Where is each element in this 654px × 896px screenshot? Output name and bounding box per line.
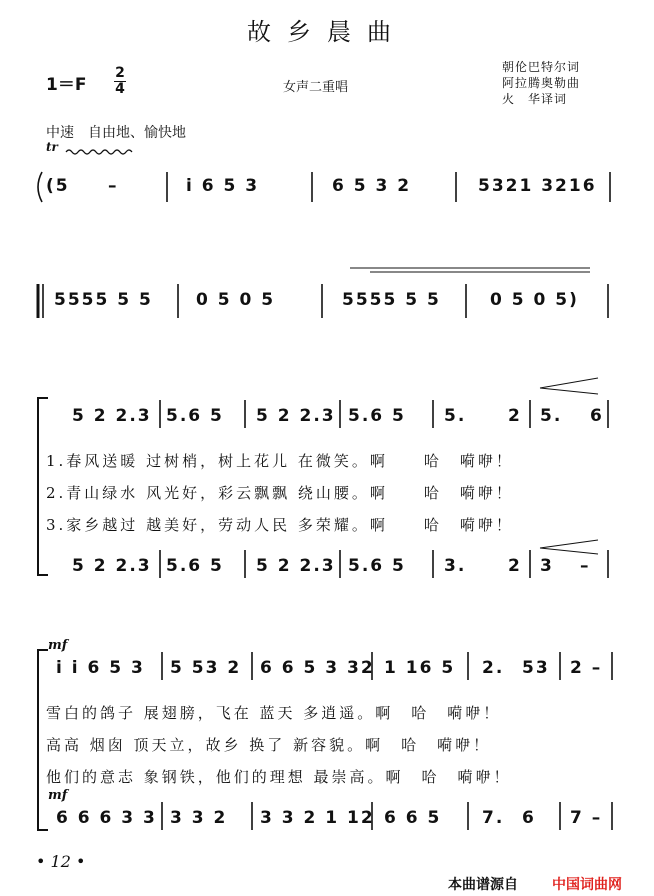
row2-measure-1: 5555 5 5	[54, 290, 153, 310]
dynamic-upper: mf	[48, 638, 68, 653]
watermark-site: 中国词曲网	[552, 877, 622, 893]
time-denominator: 4	[115, 81, 125, 97]
row3-upper-m5a: 5.	[444, 406, 467, 426]
row4-lower-m2: 3 3 2	[170, 808, 228, 828]
verse-b-line-2: 高高 烟囱 顶天立，故乡 换了 新容貌。啊 哈 嗬咿！	[46, 736, 492, 754]
row4-lower-m1: 6 6 6 3 3	[56, 808, 157, 828]
row3-lower-m3: 5 2 2.3	[256, 556, 336, 576]
row4-upper-m4: 1 16 5	[384, 658, 456, 678]
row3-upper-m4: 5.6 5	[348, 406, 406, 426]
time-numerator: 2	[115, 65, 125, 81]
verse-a-line-2: 2.青山绿水 风光好，彩云飘飘 绕山腰。啊 哈 嗬咿！	[46, 484, 514, 502]
row4-lower-m5b: 6	[522, 808, 536, 828]
row1-measure-1: (5	[46, 176, 70, 196]
credit-lyricist: 朝伦巴特尔词	[502, 60, 581, 74]
credit-translator: 火 华译词	[502, 92, 568, 106]
trill-mark: tr	[46, 140, 58, 154]
row3-upper-m3: 5 2 2.3	[256, 406, 336, 426]
page-number: • 12 •	[36, 852, 86, 871]
row4-upper-m5b: 53	[522, 658, 550, 678]
row3-lower-m5b: 2	[508, 556, 522, 576]
row4-upper-m6: 2 –	[570, 658, 603, 678]
row3-upper-m1: 5 2 2.3	[72, 406, 152, 426]
row4-lower-m3: 3 3 2 1 12	[260, 808, 375, 828]
dynamic-lower: mf	[48, 788, 68, 803]
row2-measure-3: 5555 5 5	[342, 290, 441, 310]
row4-lower-m6: 7 –	[570, 808, 603, 828]
row3-upper-m5b: 2	[508, 406, 522, 426]
verse-b-line-1: 雪白的鸽子 展翅膀，飞在 蓝天 多逍遥。啊 哈 嗬咿！	[46, 704, 502, 722]
watermark-source: 本曲谱源自	[448, 877, 518, 893]
verse-a-line-3: 3.家乡越过 越美好，劳动人民 多荣耀。啊 哈 嗬咿！	[46, 516, 514, 534]
tempo-marking: 中速 自由地、愉快地	[46, 125, 186, 141]
row3-upper-m6a: 5.	[540, 406, 563, 426]
row2-measure-4: 0 5 0 5)	[490, 290, 579, 310]
row3-lower-m1: 5 2 2.3	[72, 556, 152, 576]
row3-lower-m6a: 3	[540, 556, 554, 576]
credit-composer: 阿拉腾奥勒曲	[502, 76, 581, 90]
row4-upper-m1: i i 6 5 3	[56, 658, 145, 678]
row4-upper-m3: 6 6 5 3 32	[260, 658, 375, 678]
row1-measure-1-dash: –	[108, 176, 119, 196]
song-title: 故乡晨曲	[247, 18, 407, 46]
row1-measure-3: 6 5 3 2	[332, 176, 412, 196]
verse-b-line-3: 他们的意志 象钢铁，他们的理想 最崇高。啊 哈 嗬咿！	[46, 768, 512, 786]
row1-measure-2: i 6 5 3	[186, 176, 260, 196]
row3-lower-m6b: –	[580, 556, 591, 576]
row3-lower-m5a: 3.	[444, 556, 467, 576]
key-signature: 1＝F	[46, 75, 87, 95]
row4-upper-m2: 5 53 2	[170, 658, 242, 678]
verse-a-line-1: 1.春风送暖 过树梢，树上花儿 在微笑。啊 哈 嗬咿！	[46, 452, 514, 470]
row4-lower-m5a: 7.	[482, 808, 505, 828]
row1-measure-4: 5321 3216	[478, 176, 597, 196]
row2-measure-2: 0 5 0 5	[196, 290, 276, 310]
row4-lower-m4: 6 6 5	[384, 808, 442, 828]
row3-lower-m2: 5.6 5	[166, 556, 224, 576]
row3-lower-m4: 5.6 5	[348, 556, 406, 576]
row3-upper-m6b: 6	[590, 406, 604, 426]
row3-upper-m2: 5.6 5	[166, 406, 224, 426]
row4-upper-m5a: 2.	[482, 658, 505, 678]
voice-type: 女声二重唱	[283, 80, 349, 95]
